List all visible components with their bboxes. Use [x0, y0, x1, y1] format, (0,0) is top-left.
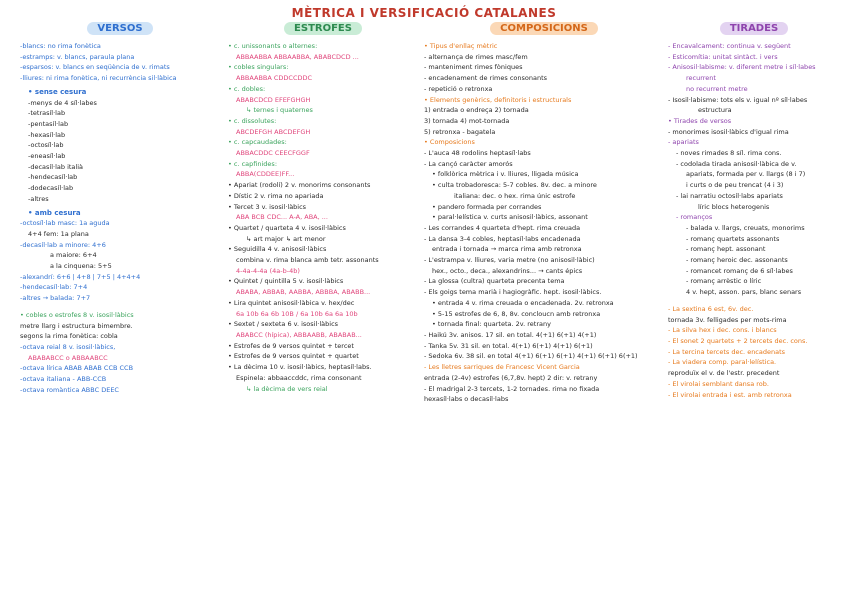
estrofes-line: Espinela: abbaaccddc, rima consonant: [236, 373, 362, 382]
tirades-line: - lai narratiu octosíl·labs apariats: [676, 191, 783, 200]
tirades-line: - El sonet 2 quartets + 2 tercets dec. cons.: [668, 336, 808, 345]
estrofes-line: • Lira quintet anisosil·làbica v. hex/dec: [228, 298, 355, 307]
composicions-header: COMPOSICIONS: [490, 22, 598, 35]
versos-line: -pentasíl·lab: [28, 119, 69, 128]
estrofes-line: 4-4a-4-4a (4a-b-4b): [236, 266, 300, 275]
composicions-line: - Haikú 3v. anisos. 17 sil. en total. 4(+1) 6(+1) 4(+1): [424, 330, 597, 339]
versos-line: -octosíl·lab: [28, 141, 64, 150]
composicions-line: italiana: dec. o hex. rima únic estrofe: [454, 191, 576, 200]
tirades-line: recurrent: [686, 74, 716, 83]
tirades-line: - Encavalcament: continua v. següent: [668, 42, 791, 50]
composicions-line: • tornada final: quarteta. 2v. retrany: [432, 320, 551, 329]
versos-line: -esparsos: v. blancs en seqüència de v. rimats: [20, 63, 170, 72]
estrofes-line: • Apariat (rodolí) 2 v. monorims consonants: [228, 181, 371, 190]
column-composicions: [424, 22, 664, 405]
tirades-line: - romanç heroic dec. assonants: [686, 256, 788, 265]
composicions-line: • pandero formada per corrandes: [432, 202, 542, 211]
versos-line: -dodecasíl·lab: [28, 184, 74, 193]
estrofes-line: • c. capfinides:: [228, 159, 278, 168]
tirades-line: - Isosil·labisme: tots els v. igual nº síl·labes: [668, 95, 808, 104]
composicions-line: hex., octo., deca., alexandrins... → cants épics: [432, 266, 583, 275]
estrofes-line: • c. unissonants o alternes:: [228, 42, 318, 50]
composicions-line: - La cançó caràcter amorós: [424, 159, 513, 168]
tirades-line: - balada v. llargs, creuats, monorims: [686, 223, 805, 232]
composicions-line: - repetició o retronxa: [424, 84, 493, 93]
composicions-line: entrada i tornada → marca rima amb retronxa: [432, 245, 582, 254]
versos-line: -octosíl·lab masc: 1a aguda: [20, 219, 110, 228]
estrofes-line: ↳ la dècima de vers reial: [246, 384, 328, 393]
tirades-line: - monorimes isosil·làbics d'igual rima: [668, 127, 789, 136]
versos-line: -tetrasíl·lab: [28, 109, 66, 118]
tirades-line: - romanç hept. assonant: [686, 245, 766, 254]
estrofes-line: • Quartet / quarteta 4 v. isosil·làbics: [228, 223, 346, 232]
composicions-line: • entrada 4 v. rima creuada o encadenada. 2v. retronxa: [432, 298, 614, 307]
tirades-line: - apariats: [668, 138, 699, 147]
tirades-line: - La tercina tercets dec. encadenats: [668, 347, 786, 356]
composicions-line: • 5-15 estrofes de 6, 8, 8v. concloucn amb retronxa: [432, 309, 601, 318]
composicions-line: - El madrigal 2-3 tercets, 1-2 tornades. rima no fixada: [424, 384, 600, 393]
composicions-line: - Els goigs tema marià i hagiogràfic. hept. isosil·làbics.: [424, 288, 602, 297]
composicions-line: - encadenament de rimes consonants: [424, 74, 548, 83]
versos-line: -decasíl·lab italià: [28, 162, 84, 171]
composicions-line: - Sedoka 6v. 38 sil. en total 4(+1) 6(+1) 6(+1) 4(+1) 6(+1) 6(+1): [424, 352, 638, 361]
composicions-line: - manteniment rimes fòniques: [424, 63, 523, 72]
tirades-line: - noves rimades 8 síl. rima cons.: [676, 149, 782, 158]
composicions-line: - Les lletres sarriques de Francesc Vicent Garcia: [424, 363, 580, 372]
versos-line: -hendecasíl·lab: [28, 173, 78, 182]
estrofes-line: ABCDEFGH ABCDEFGH: [236, 127, 311, 136]
versos-line: -hendecasíl·lab: 7+4: [20, 283, 88, 292]
tirades-line: - romanç quartets assonants: [686, 234, 780, 243]
versos-header: VERSOS: [87, 22, 152, 35]
tirades-line: - romancet romanç de 6 síl·labes: [686, 266, 793, 275]
composicions-line: - L'auca 48 rodolins heptasíl·labs: [424, 149, 531, 158]
estrofes-line: • c. capcaudades:: [228, 138, 287, 147]
versos-line: • amb cesura: [28, 208, 81, 217]
composicions-line: - La glossa (cultra) quarteta precenta tema: [424, 277, 565, 286]
composicions-line: - Les corrandes 4 quarteta d'hept. rima creuada: [424, 223, 581, 232]
composicions-line: 1) entrada o endreça 2) tornada: [424, 106, 529, 115]
tirades-line: - El virolai semblant dansa rob.: [668, 379, 769, 388]
versos-line: -altres → balada: 7+7: [20, 294, 91, 303]
estrofes-line: ↳ art major ↳ art menor: [246, 234, 326, 243]
tirades-line: - Anisosil·labisme: v. diferent metre i síl·labes: [668, 63, 816, 72]
tirades-line: apariats, formada per v. llargs (8 i 7): [686, 170, 806, 179]
versos-line: -eneasíl·lab: [28, 152, 66, 161]
composicions-line: - alternança de rimes masc/fem: [424, 52, 528, 61]
composicions-line: • Composicions: [424, 138, 475, 147]
tirades-line: - Esticomítia: unitat sintàct. i vers: [668, 52, 778, 61]
estrofes-line: ABBAABBA CDDCCDDC: [236, 74, 313, 83]
composicions-line: - Tanka 5v. 31 sil. en total. 4(+1) 6(+1) 4(+1) 6(+1): [424, 341, 593, 350]
composicions-line: • culta trobadoresca: 5-7 cobles. 8v. dec. a minore: [432, 181, 597, 190]
estrofes-line: ABA BCB CDC... A-A, ABA, ...: [236, 213, 328, 222]
versos-line: -decasíl·lab a minore: 4+6: [20, 240, 106, 249]
tirades-line: • Tirades de versos: [668, 116, 732, 125]
composicions-line: - La dansa 3-4 cobles, heptasíl·labs encadenada: [424, 234, 581, 243]
estrofes-line: • c. dobles:: [228, 84, 266, 93]
estrofes-line: 6a 10b 6a 6b 10B / 6a 10b 6a 6a 10b: [236, 309, 358, 318]
composicions-line: • folklòrica mètrica i v. lliures, lligada música: [432, 170, 579, 179]
estrofes-line: • cobles singulars:: [228, 63, 289, 72]
versos-line: -octava lírica ABAB ABAB CCB CCB: [20, 364, 134, 373]
versos-line: -octava romàntica ABBC DEEC: [20, 385, 119, 394]
composicions-line: • Tipus d'enllaç mètric: [424, 42, 498, 50]
tirades-line: - romanç arrèstic o líric: [686, 277, 762, 286]
estrofes-line: ABABCDCD EFEFGHGH: [236, 95, 311, 104]
tirades-line: reproduïx el v. de l'estr. precedent: [668, 369, 780, 378]
versos-line: -octava italiana - ABB-CCB: [20, 375, 107, 384]
composicions-line: 3) tornada 4) mot-tornada: [424, 116, 510, 125]
composicions-line: • Elements genèrics, definitoris i estructurals: [424, 95, 572, 104]
estrofes-line: ABABCC (hípica), ABBAABB, ABABAB...: [236, 330, 362, 339]
tirades-line: estructura: [698, 106, 732, 115]
estrofes-line: • Estrofes de 9 versos quintet + tercet: [228, 341, 354, 350]
estrofes-line: • Tercet 3 v. isosil·làbics: [228, 202, 307, 211]
versos-line: • cobles o estrofes 8 v. isosil·làbics: [20, 310, 134, 319]
estrofes-line: ↳ ternes i quaternes: [246, 106, 313, 115]
tirades-line: no recurrent metre: [686, 84, 748, 93]
tirades-line: - La silva hex i dec. cons. i blancs: [668, 326, 777, 335]
tirades-line: - romanços: [676, 213, 713, 222]
estrofes-line: ABABA, ABBAB, AABBA, ABBBA, ABABB...: [236, 288, 371, 297]
versos-line: segons la rima fonètica: cobla: [20, 332, 118, 341]
estrofes-line: ABBACDDC CEECFGGF: [236, 149, 310, 158]
estrofes-line: • Quintet / quintilla 5 v. isosil·làbics: [228, 277, 344, 286]
composicions-line: 5) retronxa - bagatela: [424, 127, 496, 136]
tirades-line: - La viadera comp. paral·lelística.: [668, 358, 777, 367]
tirades-line: 4 v. hept, asson. pars, blanc senars: [686, 288, 802, 297]
tirades-line: - codolada tirada anisosil·làbica de v.: [676, 159, 797, 168]
versos-line: -blancs: no rima fonètica: [20, 42, 101, 50]
composicions-line: - L'estrampa v. lliures, varia metre (no anisosil·làbic): [424, 256, 595, 265]
column-versos: [20, 22, 220, 396]
composicions-line: • paral·lelística v. curts anisosil·làbics, assonant: [432, 213, 588, 222]
estrofes-line: • Dístic 2 v. rima no apariada: [228, 191, 324, 200]
tirades-line: líric blocs heterogenis: [698, 202, 770, 211]
estrofes-line: ABBA(CDDEE)FF...: [236, 170, 295, 179]
estrofes-header: ESTROFES: [284, 22, 362, 35]
estrofes-line: • Estrofes de 9 versos quintet + quartet: [228, 352, 359, 361]
composicions-line: hexasíl·labs o decasíl·labs: [424, 395, 509, 404]
versos-line: 4+4 fem: 1a plana: [28, 229, 89, 238]
versos-line: -octava reial 8 v. isosil·làbics,: [20, 342, 116, 351]
versos-line: ABABABCC o ABBAABCC: [28, 353, 108, 362]
estrofes-line: • La dècima 10 v. isosil·làbics, heptasíl·labs.: [228, 363, 372, 372]
versos-line: • sense cesura: [28, 87, 87, 96]
versos-line: metre llarg i estructura bimembre.: [20, 321, 133, 330]
versos-line: a la cinquena: 5+5: [50, 262, 112, 271]
tirades-line: tornada 3v. felligades per mots-rima: [668, 315, 787, 324]
estrofes-line: • Sextet / sexteta 6 v. isosil·làbics: [228, 320, 339, 329]
estrofes-line: • c. dissolutes:: [228, 116, 277, 125]
estrofes-line: combina v. rima blanca amb tetr. assonants: [236, 256, 379, 265]
tirades-line: i curts o de peu trencat (4 i 3): [686, 181, 784, 190]
versos-line: -hexasíl·lab: [28, 130, 66, 139]
page-title: MÈTRICA I VERSIFICACIÓ CATALANES: [291, 6, 557, 20]
estrofes-line: • Seguidilla 4 v. anisosil·làbics: [228, 245, 327, 254]
versos-line: -altres: [28, 194, 49, 203]
tirades-line: - El virolai entrada i est. amb retronxa: [668, 390, 792, 399]
estrofes-line: ABBAABBA ABBAABBA, ABABCDCD ...: [236, 52, 359, 61]
tirades-line: - La sextina 6 est, 6v. dec.: [668, 304, 754, 313]
composicions-line: entrada (2-4v) estrofes (6,7,8v. hept) 2 dir: v. retrany: [424, 373, 598, 382]
column-tirades: [668, 22, 840, 400]
column-estrofes: [228, 22, 418, 394]
tirades-header: TIRADES: [720, 22, 788, 35]
versos-line: -estramps: v. blancs, paraula plana: [20, 52, 135, 61]
versos-line: -menys de 4 síl·labes: [28, 98, 97, 107]
versos-line: -alexandrí: 6+6 | 4+8 | 7+5 | 4+4+4: [20, 272, 141, 281]
versos-line: -lliures: ni rima fonètica, ni recurrència sil·làbica: [20, 74, 177, 83]
versos-line: a maiore: 6+4: [50, 251, 97, 260]
